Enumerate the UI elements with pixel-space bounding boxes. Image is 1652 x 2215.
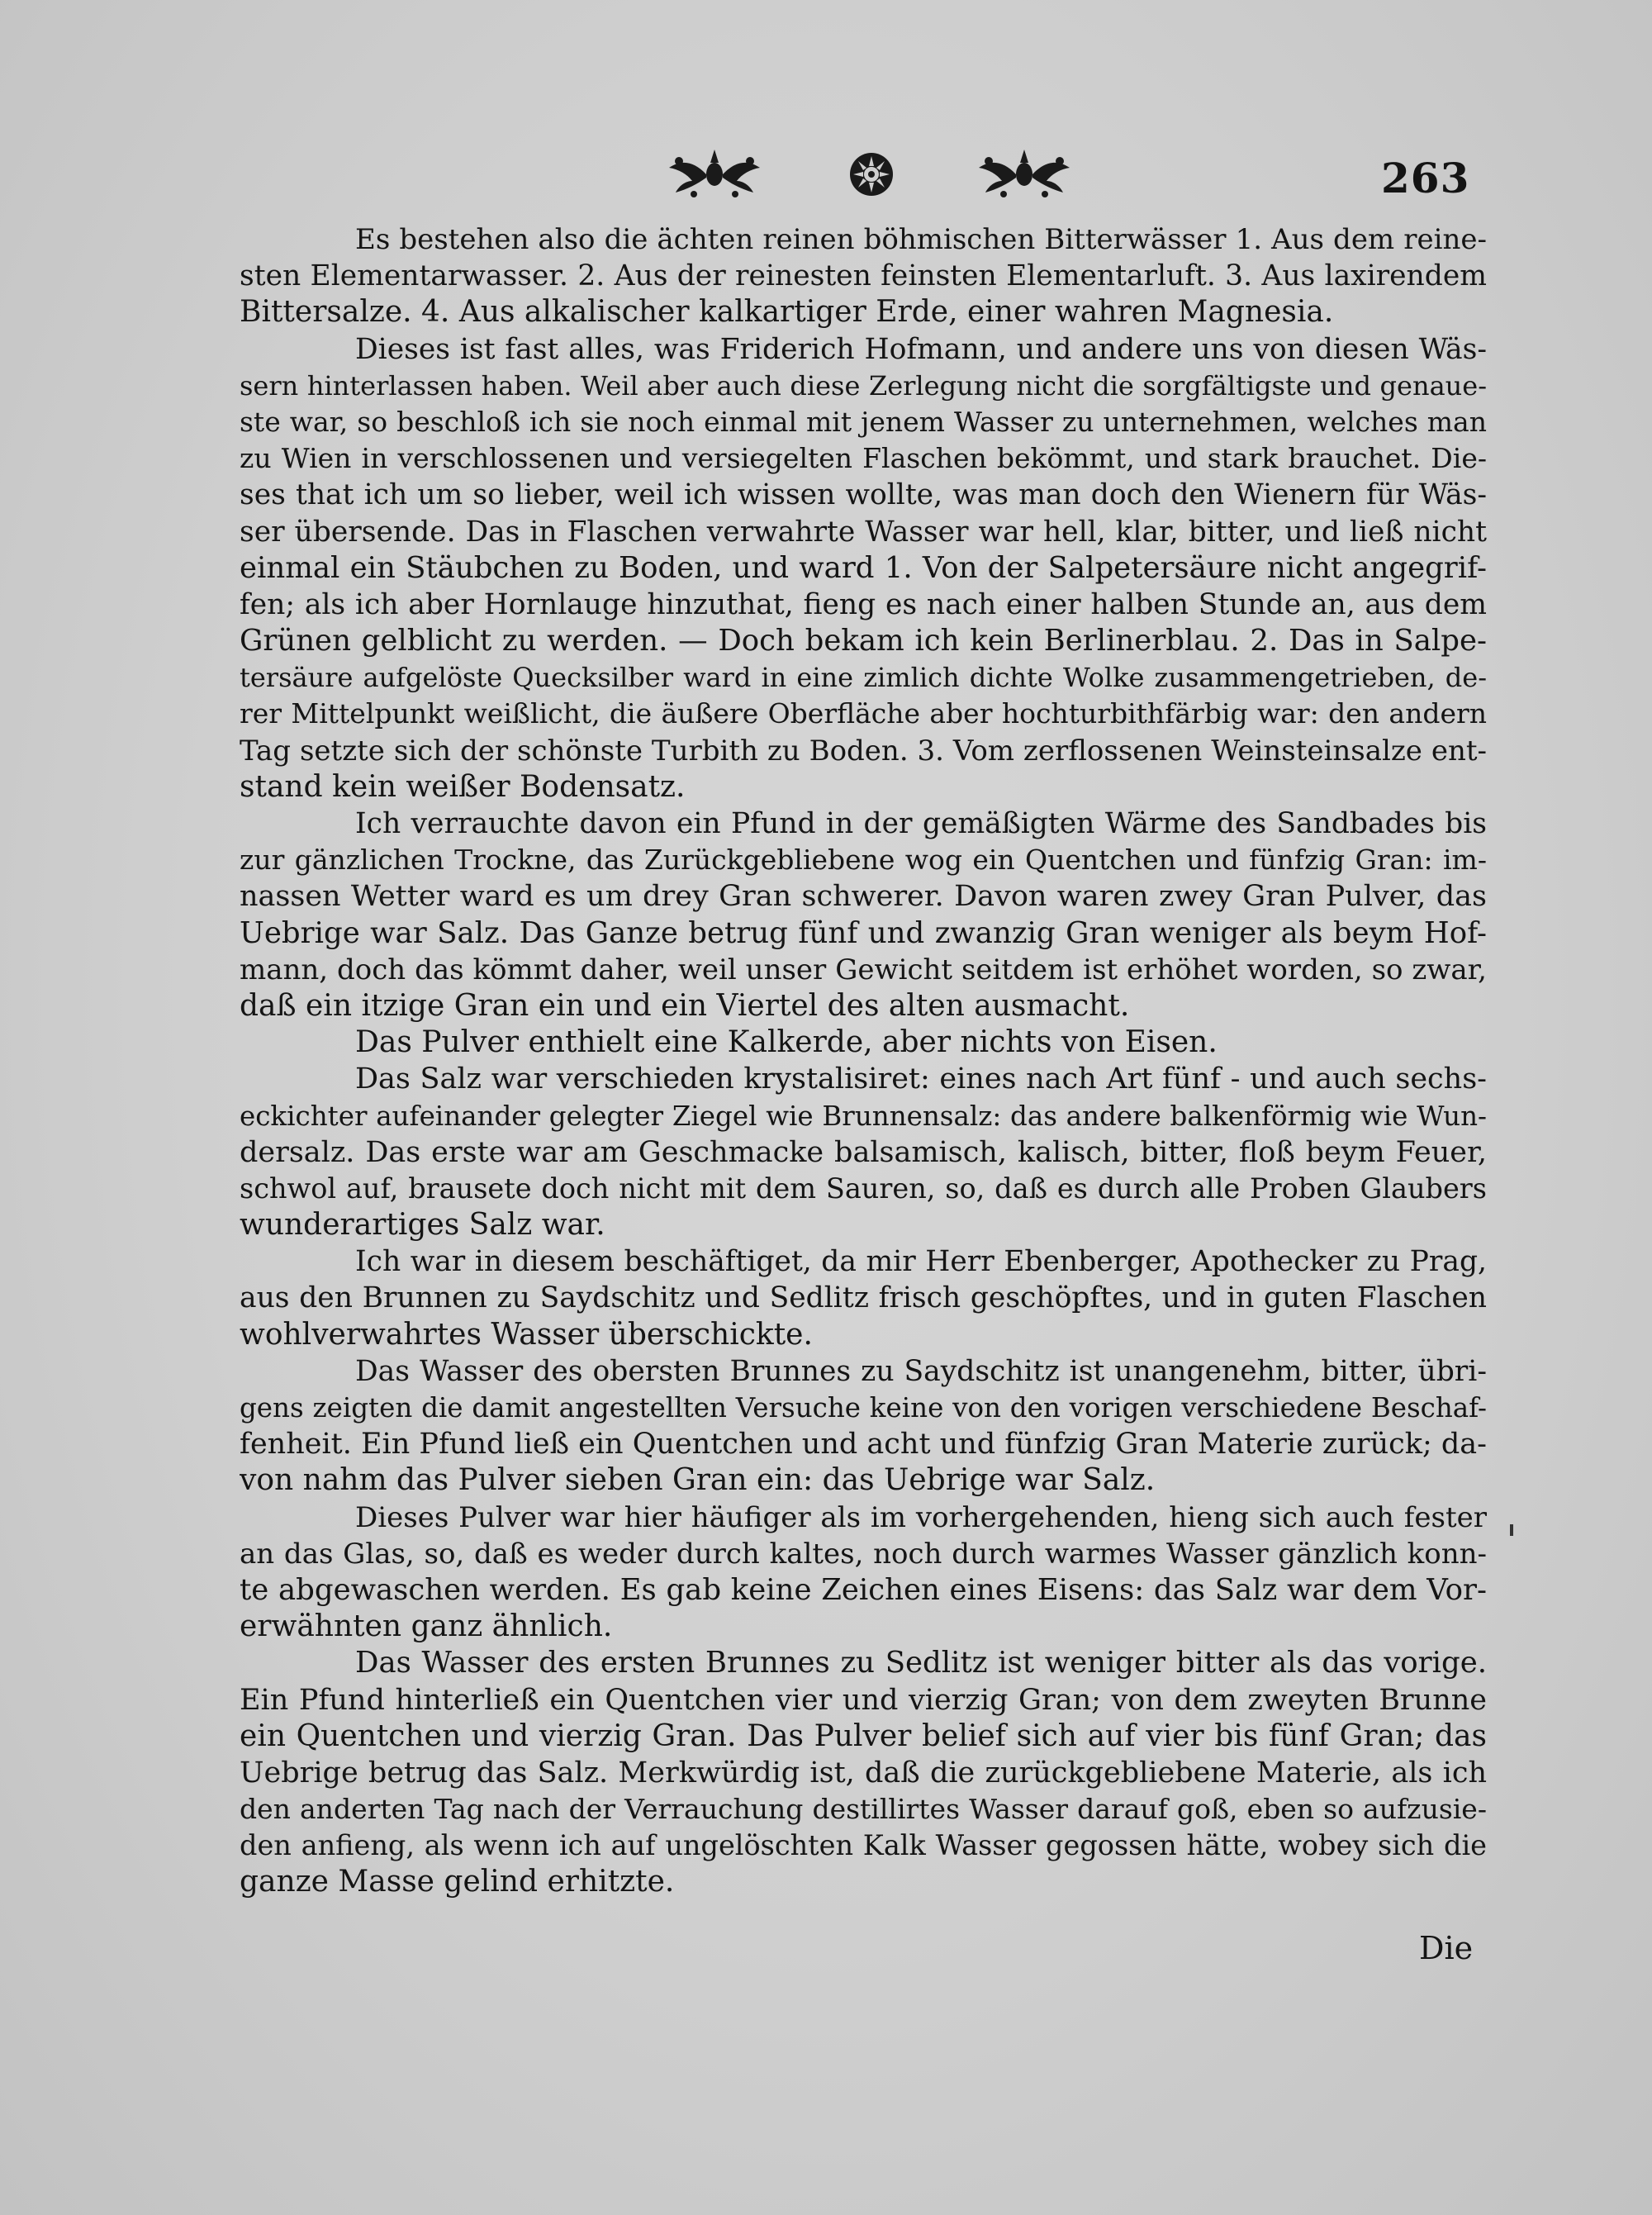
text-line: mann, doch das kömmt daher, weil unser Gewicht seitdem ist erhöhet worden, so zwar,: [240, 953, 1487, 986]
text-line: tersäure aufgelöste Quecksilber ward in eine zimlich dichte Wolke zusammengetrieben, de-: [240, 662, 1487, 694]
text-line: te abgewaschen werden. Es gab keine Zeichen eines Eisens: das Salz war dem Vor-: [240, 1572, 1487, 1607]
text-line: ein Quentchen und vierzig Gran. Das Pulver belief sich auf vier bis fünf Gran; das: [240, 1718, 1487, 1753]
text-line: stand kein weißer Bodensatz.: [240, 769, 686, 804]
text-line: rer Mittelpunkt weißlicht, die äußere Oberfläche aber hochturbithfärbig war: den andern: [240, 697, 1487, 730]
text-line: wunderartiges Salz war.: [240, 1208, 605, 1243]
text-line: Tag setzte sich der schönste Turbith zu Boden. 3. Vom zerflossenen Weinsteinsalze ent-: [240, 734, 1487, 768]
text-line: Das Salz war verschieden krystalisiret: eines nach Art fünf - und auch sechs-: [355, 1062, 1487, 1096]
text-line: Ich verrauchte davon ein Pfund in der gemäßigten Wärme des Sandbades bis: [355, 807, 1487, 840]
text-line: sten Elementarwasser. 2. Aus der reinesten feinsten Elementarluft. 3. Aus laxirendem: [240, 259, 1487, 293]
text-line: erwähnten ganz ähnlich.: [240, 1609, 613, 1644]
text-line: Das Wasser des ersten Brunnes zu Sedlitz ist weniger bitter als das vorige.: [355, 1646, 1487, 1680]
text-line: Das Pulver enthielt eine Kalkerde, aber nichts von Eisen.: [355, 1025, 1218, 1060]
text-line: aus den Brunnen zu Saydschitz und Sedlitz frisch geschöpftes, und in guten Flaschen: [240, 1281, 1487, 1315]
text-line: Dieses Pulver war hier häufiger als im vorhergehenden, hieng sich auch fester: [355, 1500, 1487, 1534]
text-line: einmal ein Stäubchen zu Boden, und ward 1. Von der Salpetersäure nicht angegrif-: [240, 550, 1487, 585]
text-line: Das Wasser des obersten Brunnes zu Saydschitz ist unangenehm, bitter, übri-: [355, 1354, 1487, 1388]
text-line: Ich war in diesem beschäftiget, da mir Herr Ebenberger, Apothecker zu Prag,: [355, 1245, 1487, 1279]
text-line: eckichter aufeinander gelegter Ziegel wie Brunnensalz: das andere balkenförmig wie Wun-: [240, 1100, 1487, 1132]
text-line: gens zeigten die damit angestellten Versuche keine von den vorigen verschiedene Beschaf-: [240, 1392, 1487, 1424]
page-number: 263: [1381, 154, 1470, 202]
text-line: fen; als ich aber Hornlauge hinzuthat, fieng es nach einer halben Stunde an, aus dem: [240, 587, 1487, 621]
text-line: sern hinterlassen haben. Weil aber auch diese Zerlegung nicht die sorgfältigste und genaue-: [240, 369, 1487, 402]
text-line: daß ein itzige Gran ein und ein Viertel des alten ausmacht.: [240, 988, 1130, 1023]
text-line: Ein Pfund hinterließ ein Quentchen vier und vierzig Gran; von dem zweyten Brunne: [240, 1683, 1487, 1717]
text-line: von nahm das Pulver sieben Gran ein: das Uebrige war Salz.: [240, 1463, 1156, 1498]
text-line: Grünen gelblicht zu werden. — Doch bekam ich kein Berlinerblau. 2. Das in Salpe-: [240, 624, 1487, 658]
text-line: dersalz. Das erste war am Geschmacke balsamisch, kalisch, bitter, floß beym Feuer,: [240, 1135, 1487, 1169]
text-line: ste war, so beschloß ich sie noch einmal mit jenem Wasser zu unternehmen, welches man: [240, 405, 1487, 438]
text-line: Uebrige betrug das Salz. Merkwürdig ist, daß die zurückgebliebene Materie, als ich: [240, 1756, 1487, 1790]
text-line: an das Glas, so, daß es weder durch kaltes, noch durch warmes Wasser gänzlich konn-: [240, 1537, 1487, 1571]
text-line: den anderten Tag nach der Verrauchung destillirtes Wasser darauf goß, eben so aufzusie-: [240, 1793, 1487, 1826]
text-line: Dieses ist fast alles, was Friderich Hofmann, und andere uns von diesen Wäs-: [355, 332, 1487, 366]
text-line: fenheit. Ein Pfund ließ ein Quentchen und acht und fünfzig Gran Materie zurück; da-: [240, 1428, 1487, 1462]
text-line: Bittersalze. 4. Aus alkalischer kalkartiger Erde, einer wahren Magnesia.: [240, 295, 1334, 330]
text-line: Es bestehen also die ächten reinen böhmischen Bitterwässer 1. Aus dem reine-: [355, 223, 1487, 256]
text-line: nassen Wetter ward es um drey Gran schwerer. Davon waren zwey Gran Pulver, das: [240, 880, 1487, 914]
text-line: zur gänzlichen Trockne, das Zurückgebliebene wog ein Quentchen und fünfzig Gran: im-: [240, 844, 1487, 877]
body-text: [240, 221, 1487, 1901]
rosette-icon: [843, 145, 900, 202]
text-line: schwol auf, brausete doch nicht mit dem Sauren, so, daß es durch alle Proben Glaubers: [240, 1172, 1487, 1205]
text-line: ses that ich um so lieber, weil ich wissen wollte, was man doch den Wienern für Wäs-: [240, 478, 1487, 512]
text-line: ser übersende. Das in Flaschen verwahrte Wasser war hell, klar, bitter, und ließ nicht: [240, 515, 1487, 549]
floral-vignette-icon: [971, 145, 1078, 202]
text-line: wohlverwahrtes Wasser überschickte.: [240, 1317, 813, 1352]
text-line: den anfieng, als wenn ich auf ungelöschten Kalk Wasser gegossen hätte, wobey sich die: [240, 1829, 1487, 1862]
text-line: ganze Masse gelind erhitzte.: [240, 1865, 675, 1899]
floral-vignette-icon: [661, 145, 768, 202]
catchword: Die: [1419, 1930, 1474, 1966]
ink-mark: [1510, 1524, 1513, 1536]
text-line: Uebrige war Salz. Das Ganze betrug fünf und zwanzig Gran weniger als beym Hof-: [240, 915, 1487, 950]
text-line: zu Wien in verschlossenen und versiegelten Flaschen bekömmt, und stark brauchet. Die-: [240, 442, 1487, 475]
